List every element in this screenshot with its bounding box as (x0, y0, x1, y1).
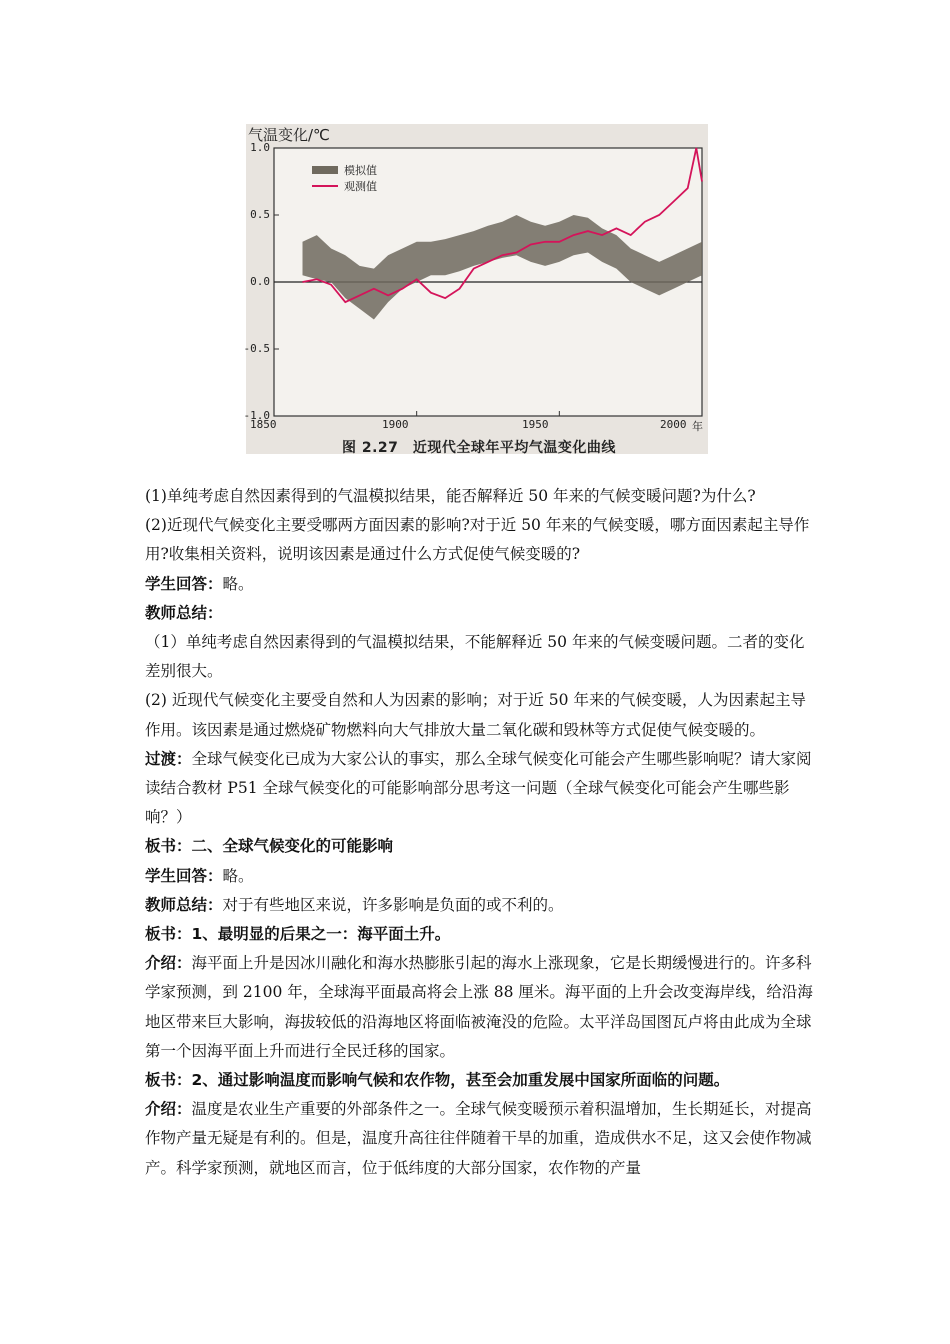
legend-swatch-line (312, 185, 338, 187)
paragraph-text: (1)单纯考虑自然因素得到的气温模拟结果，能否解释近 50 年来的气候变暖问题?为什么? (145, 487, 756, 505)
legend-label: 模拟值 (344, 164, 377, 177)
paragraph (145, 599, 813, 628)
paragraph-label: 板书： (145, 925, 192, 944)
figure-caption: 图 2.27 近现代全球年平均气温变化曲线 (342, 440, 616, 456)
paragraph-text: 全球气候变化已成为大家公认的事实，那么全球气候变化可能会产生哪些影响呢？请大家阅读结合教材 P51 全球气候变化的可能影响部分思考这一问题（全球气候变化可能会产生哪些影响？） (145, 749, 812, 827)
paragraph (145, 511, 813, 569)
paragraph-label: 板书： (145, 1071, 192, 1090)
paragraph-text: 1、最明显的后果之一：海平面土升。 (191, 925, 451, 944)
paragraph (145, 628, 813, 686)
temperature-chart-figure (243, 124, 708, 456)
y-tick-label: 0.5 (250, 208, 270, 221)
paragraph (145, 949, 813, 1066)
x-axis-unit: 年 (692, 420, 703, 433)
paragraph-label: 教师总结： (145, 895, 223, 914)
paragraph (145, 891, 813, 920)
paragraph-text: (2) 近现代气候变化主要受自然和人为因素的影响；对于近 50 年来的气候变暖，人为因素起主导作用。该因素是通过燃烧矿物燃料向大气排放大量二氧化碳和毁林等方式促使气候变暖的。 (145, 691, 806, 739)
paragraph (145, 482, 813, 511)
paragraph-text: 略。 (222, 866, 254, 885)
paragraph-label: 过渡： (145, 749, 192, 768)
y-tick-label: -1.0 (243, 409, 270, 422)
paragraph (145, 686, 813, 744)
paragraph-label: 教师总结： (145, 603, 223, 622)
y-tick-label: 1.0 (250, 141, 270, 154)
paragraph (145, 570, 813, 599)
paragraph (145, 1095, 813, 1183)
paragraph (145, 745, 813, 833)
paragraph-label: 学生回答： (145, 866, 223, 885)
chart-legend (312, 162, 377, 194)
legend-swatch-band (312, 166, 338, 174)
x-tick-label: 1950 (522, 418, 549, 431)
paragraph-text: 二、全球气候变化的可能影响 (191, 837, 394, 856)
y-axis-title: 气温变化/℃ (248, 126, 330, 144)
paragraph (145, 832, 813, 861)
paragraph-text: (2)近现代气候变化主要受哪两方面因素的影响?对于近 50 年来的气候变暖，哪方面因素起主导作用?收集相关资料，说明该因素是通过什么方式促使气候变暖的? (145, 516, 810, 564)
paragraph-label: 学生回答： (145, 574, 223, 593)
paragraph-text: （1）单纯考虑自然因素得到的气温模拟结果，不能解释近 50 年来的气候变暖问题。二者的变化差别很大。 (145, 633, 805, 681)
paragraph-text: 略。 (222, 574, 254, 593)
paragraph-label: 介绍： (145, 954, 192, 973)
paragraph-text: 温度是农业生产重要的外部条件之一。全球气候变暖预示着积温增加，生长期延长，对提高作物产量无疑是有利的。但是，温度升高往往伴随着干旱的加重，造成供水不足，这又会使作物减产。科学家预测，就地区而言，位于低纬度的大部分国家，农作物的产量 (145, 1100, 812, 1177)
paragraph-label: 介绍： (145, 1100, 192, 1119)
y-tick-label: -0.5 (243, 342, 270, 355)
x-tick-label: 1900 (382, 418, 409, 431)
paragraph (145, 862, 813, 891)
x-tick-label: 2000 (660, 418, 687, 431)
y-tick-label: 0.0 (250, 275, 270, 288)
paragraph-text: 海平面上升是因冰川融化和海水热膨胀引起的海水上涨现象，它是长期缓慢进行的。许多科学家预测，到 2100 年，全球海平面最高将会上涨 88 厘米。海平面的上升会改变海岸线，给沿海地区带来巨大影响，海拔较低的沿海地区将面临被淹没的危险。太平洋岛国图瓦卢将由此成为全球第一个因海平面上升而进行全民迁移的国家。 (145, 954, 813, 1060)
paragraph (145, 1066, 813, 1095)
legend-label: 观测值 (344, 180, 377, 193)
paragraph (145, 920, 813, 949)
legend-item-simulated (312, 162, 377, 178)
paragraph-text: 对于有些地区来说，许多影响是负面的或不利的。 (222, 895, 564, 914)
legend-item-observed (312, 178, 377, 194)
x-tick-label: 1850 (250, 418, 277, 431)
lesson-text (145, 482, 813, 1183)
paragraph-label: 板书： (145, 837, 192, 856)
paragraph-text: 2、通过影响温度而影响气候和农作物，甚至会加重发展中国家所面临的问题。 (191, 1071, 730, 1090)
